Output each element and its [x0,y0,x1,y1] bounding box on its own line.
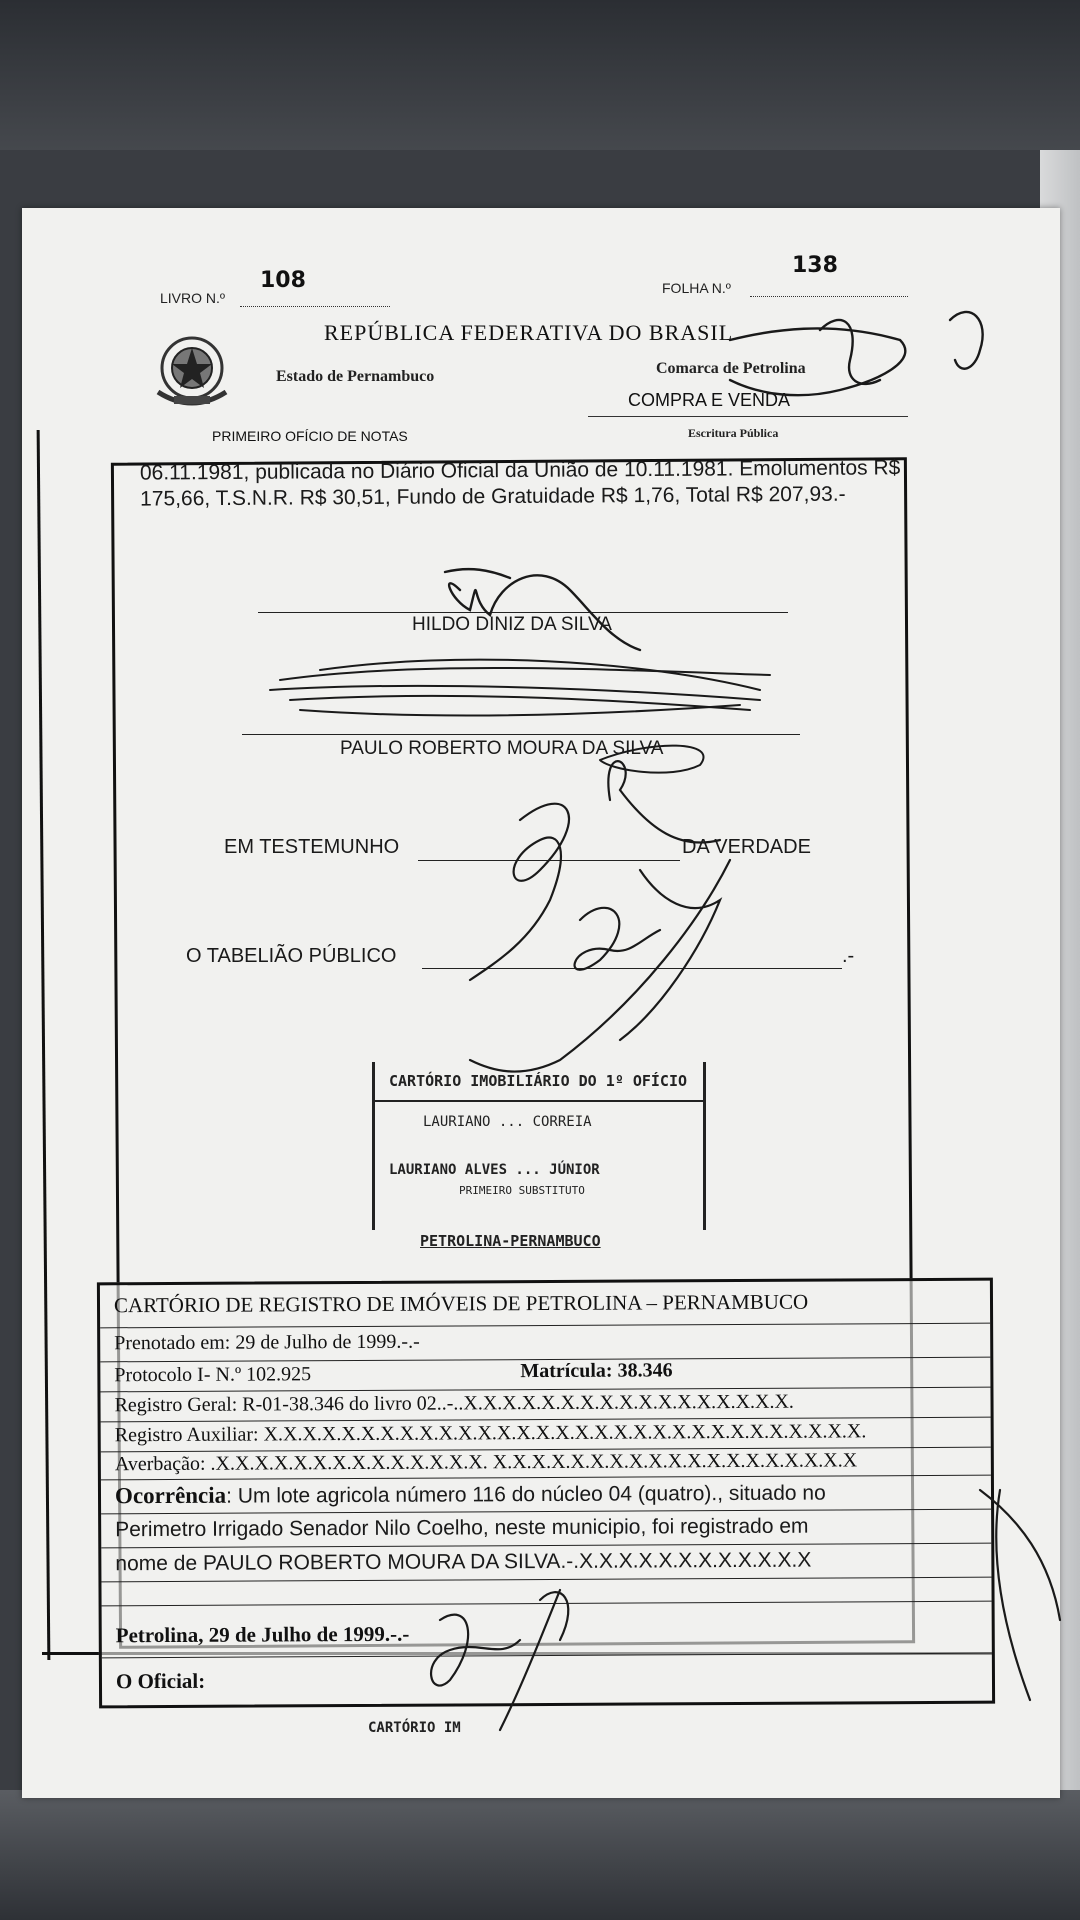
petrolina-date: Petrolina, 29 de Julho de 1999.-.- [115,1621,410,1648]
ocorrencia-text-1: : Um lote agricola número 116 do núcleo 04 (quatro)., situado no [226,1481,826,1508]
signer-2: PAULO ROBERTO MOURA DA SILVA [340,738,664,759]
oficial-label: O Oficial: [115,1668,206,1694]
cartorio-footer: CARTÓRIO IM [368,1720,461,1736]
escritura: Escritura Pública [688,426,779,440]
margin-mark [980,1490,1060,1700]
folha-value: 138 [792,253,838,278]
office-name: PRIMEIRO OFÍCIO DE NOTAS [212,428,408,444]
comarca: Comarca de Petrolina [656,360,806,377]
signature-hildo [445,569,640,650]
protocolo: Protocolo I- N.º 102.925 [114,1363,312,1387]
ocorrencia-text-3: nome de PAULO ROBERTO MOURA DA SILVA.-.X.X.X.X.X.X.X.X.X.X.X.X [115,1548,812,1576]
signature-paulo-scribble [270,660,770,773]
livro-value: 108 [260,268,306,293]
registro-geral: Registro Geral: R-01-38.346 do livro 02..-..X.X.X.X.X.X.X.X.X.X.X.X.X.X.X.X.X. [114,1390,794,1417]
ocorrencia-label: Ocorrência [114,1482,227,1509]
stamp-line-2: LAURIANO ALVES ... JÚNIOR [389,1162,600,1178]
signature-tabeliao [470,860,730,1072]
republic-title: REPÚBLICA FEDERATIVA DO BRASIL [324,320,734,345]
prenotado: Prenotado em: 29 de Julho de 1999.-.- [114,1330,420,1355]
body-line-1: 06.11.1981, publicada no Diário Oficial da União de 10.11.1981. Emolumentos R$ [139,456,901,485]
testimony-right: DA VERDADE [682,836,811,858]
stamp-title: CARTÓRIO IMOBILIÁRIO DO 1º OFÍCIO [389,1072,688,1090]
deed-type: COMPRA E VENDA [628,390,791,410]
livro-label: LIVRO N.º [160,290,226,306]
body-line-2: 175,66, T.S.N.R. R$ 30,51, Fundo de Gratuidade R$ 1,76, Total R$ 207,93.- [140,482,846,511]
signature-testimony [470,761,720,980]
registro-auxiliar: Registro Auxiliar: X.X.X.X.X.X.X.X.X.X.X.X.X.X.X.X.X.X.X.X.X.X.X.X.X.X.X.X.X.X.X. [114,1420,867,1447]
signature-header [730,312,983,395]
tabeliao-end: .- [842,945,855,967]
stamp-line-1: LAURIANO ... CORREIA [423,1114,592,1130]
stamp-city: PETROLINA-PERNAMBUCO [420,1232,601,1250]
registry-title: CARTÓRIO DE REGISTRO DE IMÓVEIS DE PETROLINA – PERNAMBUCO [113,1289,809,1318]
matricula: Matrícula: 38.346 [520,1359,673,1383]
folha-label: FOLHA N.º [662,280,731,296]
state-name: Estado de Pernambuco [276,368,435,385]
ocorrencia-text-2: Perimetro Irrigado Senador Nilo Coelho, neste municipio, foi registrado em [115,1514,809,1542]
signature-oficial [431,1590,568,1730]
stamp-line-3: PRIMEIRO SUBSTITUTO [459,1184,585,1197]
tabeliao-label: O TABELIÃO PÚBLICO [186,945,397,967]
signer-1: HILDO DINIZ DA SILVA [412,614,612,635]
averbacao: Averbação: .X.X.X.X.X.X.X.X.X.X.X.X.X.X. X.X.X.X.X.X.X.X.X.X.X.X.X.X.X.X.X.X.X [114,1449,858,1476]
testimony-left: EM TESTEMUNHO [224,836,400,858]
